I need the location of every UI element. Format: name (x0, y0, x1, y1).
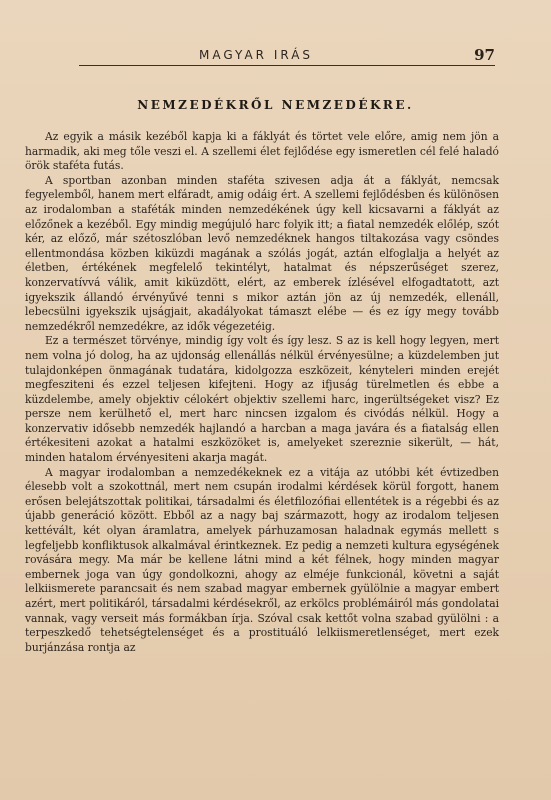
journal-title: MAGYAR IRÁS (199, 48, 314, 62)
paragraph: A magyar irodalomban a nemzedékeknek ez a vitája az utóbbi két évtizedben élesebb volt a szokottnál, mert nem csupán irodalmi kérdések körül forgott, hanem erősen belejátszottak politikai, társadalmi és életfilozófiai ellentétek is a régebbi és az újabb generáció között. Ebből az a nagy baj származott, hogy az irodalom teljesen kettévált, két olyan áramlatra, amelyek párhuzamosan haladnak egymás mellett s legfeljebb konfliktusok alkalmával érintkeznek. Ez pedig a nemzeti kultura egységének rovására megy. Ma már be kellene látni mind a két félnek, hogy minden magyar embernek joga van úgy gondolkozni, ahogy az elméje funkcionál, követni a saját lelkiismerete parancsait és nem szabad magyar embernek gyülölnie a magyar embert azért, mert politikáról, társadalmi kérdésekről, az erkölcs problémáiról más gondolatai vannak, vagy verseit más formákban írja. Szóval csak kettőt volna szabad gyülölni : a terpeszkedő tehetségtelenséget és a prostituáló lelkiismeretlenséget, mert ezek burjánzása rontja az (25, 465, 499, 654)
running-header (79, 46, 495, 66)
paragraph: Ez a természet törvénye, mindig így volt és így lesz. S az is kell hogy legyen, mert nem volna jó dolog, ha az ujdonság ellenállás nélkül érvényesülne; a küzdelemben jut tulajdonképen önmagának tudatára, kidolgozza eszközeit, kényteleri minden erejét megfesziteni és ezzel teljesen kifejteni. Hogy az ifjuság türelmetlen és ebbe a küzdelembe, amely objektiv célokért objektiv szellemi harc, ingerültségeket visz? Ez persze nem kerülhető el, mert harc nincsen izgalom és civódás nélkül. Hogy a konzervativ idősebb nemzedék hajlandó a harcban a maga javára és a fiatalság ellen értékesiteni azokat a hatalmi eszközöket is, amelyeket szereznie sikerült, — hát, minden hatalom érvényesiteni akarja magát. (25, 334, 499, 465)
header-rule (79, 65, 495, 66)
article-title: NEMZEDÉKRŐL NEMZEDÉKRE. (137, 98, 414, 112)
paragraph: A sportban azonban minden staféta szivesen adja át a fáklyát, nemcsak fegyelemből, hanem mert elfáradt, amig odáig ért. A szellemi fejlődésben és különösen az irodalomban a staféták minden nemzedékének úgy kell kicsavarni a fáklyát az előzőnek a kezéből. Egy mindig megújuló harc folyik itt; a fiatal nemzedék előlép, szót kér, az előző, már szétoszlóban levő nemzedéknek hangos tiltakozása vagy csöndes ellentmondása közben kiküzdi magának a szólás jogát, aztán elfoglalja a helyét az életben, értékének megfelelő tekintélyt, hatalmat és népszerűséget szerez, konzervatívvá válik, amit kiküzdött, elért, az emberek ízlésével elfogadtatott, azt igyekszik állandó érvényűvé tenni s mikor aztán jön az új nemzedék, ellenáll, lebecsülni igyekszik ujságjait, akadályokat támaszt elébe — és ez így megy tovább nemzedékről nemzedékre, az idők végezetéig. (25, 173, 499, 333)
article-body (25, 130, 499, 655)
page-number: 97 (474, 46, 495, 64)
paragraph: Az egyik a másik kezéből kapja ki a fáklyát és törtet vele előre, amig nem jön a harmadik, aki meg tőle veszi el. A szellemi élet fejlődése egy ismeretlen cél felé haladó örök staféta futás. (25, 130, 499, 173)
